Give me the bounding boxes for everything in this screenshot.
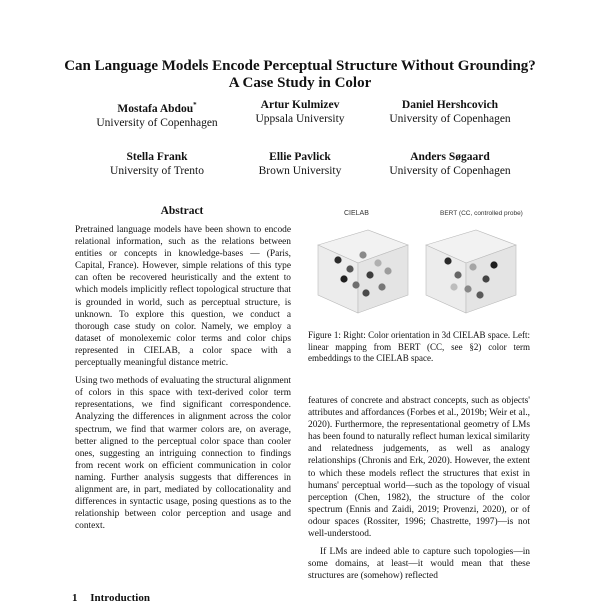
color-point (334, 256, 341, 263)
paper-title (40, 58, 560, 92)
author-name: Daniel Hershcovich (401, 99, 499, 111)
color-point (454, 271, 461, 278)
right-column-body (308, 395, 530, 588)
color-point (384, 267, 391, 274)
color-point (346, 265, 353, 272)
figure-left-cube (318, 230, 408, 313)
author-affiliation: University of Copenhagen (389, 113, 511, 125)
color-point (476, 291, 483, 298)
color-point (490, 261, 497, 268)
author-affiliation: University of Copenhagen (389, 165, 511, 177)
section-number: 1 (72, 592, 78, 604)
author-affiliation: Brown University (258, 165, 342, 177)
abstract-paragraph-1: Pretrained language models have been shown to encode relational information, such as the relations between entities or concepts in knowledge-bases — (Paris, Capital, France). However, simple relations of this type can often be recovered heuristically and the extent to which models implicitly reflect topological structure that is grounded in world, such as perceptual structure, is unknown. To explore this question, we conduct a thorough case study on color. Namely, we employ a dataset of monolexemic color terms and color chips represented in CIELAB, a color space with a perceptually meaningful distance metric. (75, 225, 291, 369)
figure-right-label: BERT (CC, controlled probe) (440, 210, 523, 217)
author-name: Stella Frank (126, 151, 188, 163)
color-point (469, 263, 476, 270)
author-6 (355, 150, 545, 178)
figure-left-label: CIELAB (344, 210, 369, 217)
author-3 (355, 98, 545, 126)
color-point (464, 285, 471, 292)
author-affiliation: University of Trento (110, 165, 204, 177)
author-affiliation: Uppsala University (255, 113, 345, 125)
color-point (352, 281, 359, 288)
figure-right-cube (426, 230, 516, 313)
title-line-2: A Case Study in Color (228, 75, 372, 91)
body-paragraph-2: If LMs are indeed able to capture such topologies—in some domains, at least—it would mean that these structures are (somehow) reflected (308, 547, 530, 582)
color-point (362, 289, 369, 296)
body-paragraph-1: features of concrete and abstract concepts, such as objects' attributes and affordances (Forbes et al., 2019b; Weir et al., 2020). Furthermore, the representational geometry of LMs has been found to naturally reflect human lexical similarity and relatedness judgements, as well as analogy relationships (Chronis and Erk, 2020). However, the extent to which these models reflect the structures that exist in humans' perceptual world—such as the topology of visual perception (Chen, 1982), the structure of the color spectrum (Ennis and Zaidi, 2019; Provenzi, 2020), or of odour spaces (Rossiter, 1996; Chastrette, 1997)—is not well-understood. (308, 396, 531, 540)
abstract-paragraph-2: Using two methods of evaluating the structural alignment of colors in this space with text-derived color term representations, we find significant correspondence. Analyzing the differences in alignment across the color spectrum, we find that warmer colors are, on average, better aligned to the perceptual color space than cooler ones, suggesting an intriguing connection to findings from recent work on efficient communication in color naming. Further analysis suggests that differences in alignment are, in part, mediated by collocationality and differences in syntactic usage, posing questions as to the relationship between color perception and usage and context. (75, 376, 291, 532)
title-line-1: Can Language Models Encode Perceptual Structure Without Grounding? (64, 58, 536, 74)
color-point (366, 271, 373, 278)
section-heading (72, 592, 150, 604)
section-title: Introduction (90, 592, 150, 604)
figure-1 (308, 205, 530, 325)
color-point (444, 257, 451, 264)
abstract-body (75, 224, 291, 538)
color-point (359, 251, 366, 258)
abstract-heading: Abstract (160, 205, 204, 217)
author-affiliation: University of Copenhagen (96, 116, 218, 129)
color-point (374, 259, 381, 266)
color-point (450, 283, 457, 290)
author-name: Anders Søgaard (410, 151, 490, 163)
color-point (340, 275, 347, 282)
author-name: Mostafa Abdou* (117, 101, 197, 115)
color-point (482, 275, 489, 282)
author-name: Artur Kulmizev (260, 99, 340, 111)
author-name: Ellie Pavlick (269, 151, 331, 163)
figure-caption: Figure 1: Right: Color orientation in 3d CIELAB space. Left: linear mapping from BERT (CC, see §2) color term embeddings to the CIELAB space. (308, 330, 530, 364)
color-point (378, 283, 385, 290)
